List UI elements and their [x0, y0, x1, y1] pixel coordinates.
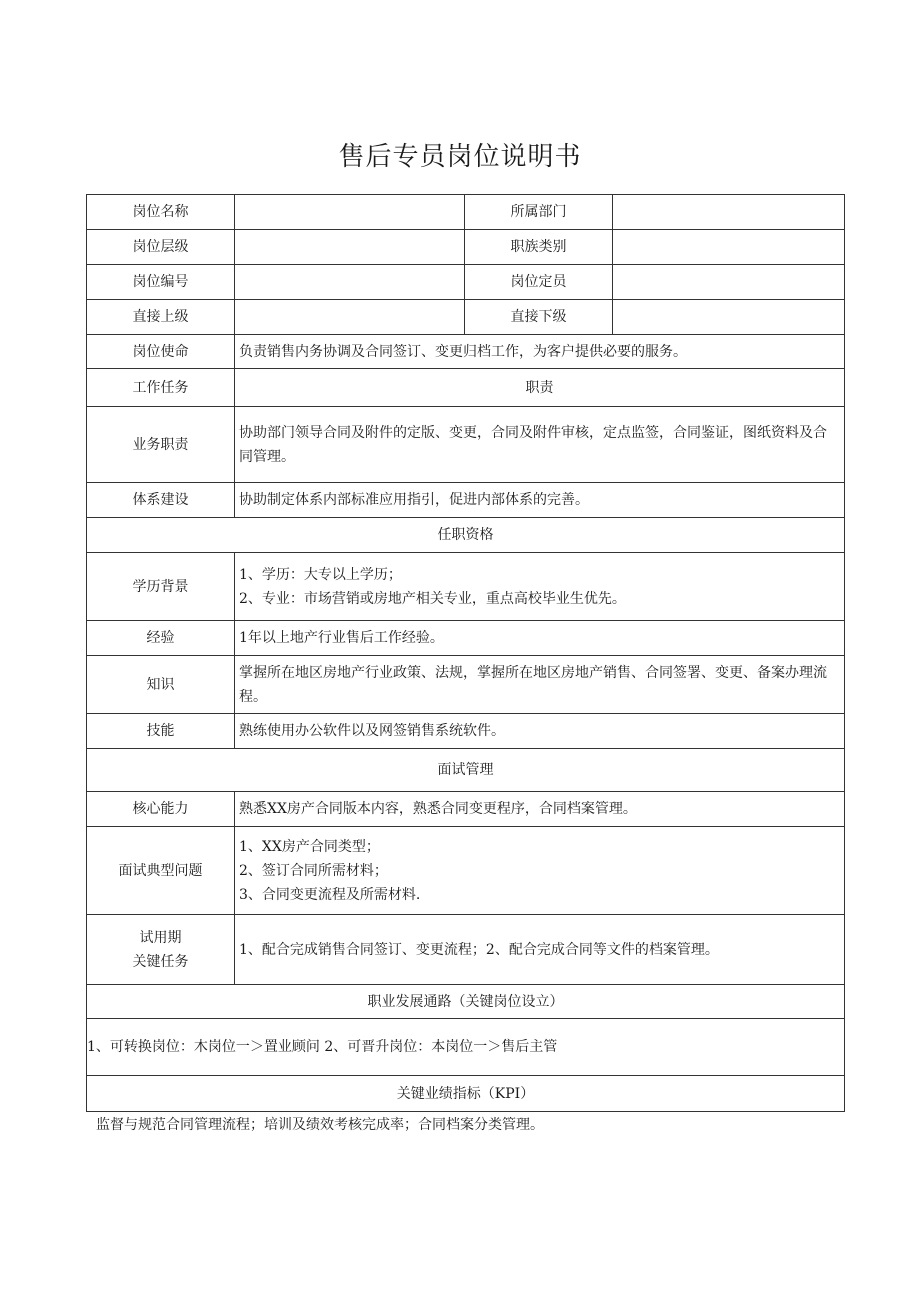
career-header: 职业发展通路（关键岗位设立） — [87, 985, 845, 1019]
value-cell[interactable] — [235, 195, 465, 230]
qualification-header: 任职资格 — [87, 518, 845, 553]
tasks-label: 工作任务 — [87, 369, 235, 407]
duty-label: 业务职责 — [87, 407, 235, 483]
probation-label-line: 试用期 — [139, 929, 182, 946]
interview-header: 面试管理 — [87, 749, 845, 792]
question-line: 3、合同变更流程及所需材料. — [239, 886, 421, 903]
label-cell: 直接下级 — [465, 300, 613, 335]
value-cell[interactable] — [235, 265, 465, 300]
tasks-header-row — [87, 369, 845, 407]
probation-text: 1、配合完成销售合同签订、变更流程；2、配合完成合同等文件的档案管理。 — [235, 915, 845, 985]
question-line: 1、XX房产合同类型； — [239, 838, 380, 855]
label-cell: 直接上级 — [87, 300, 235, 335]
duty-text: 协助制定体系内部标准应用指引，促进内部体系的完善。 — [235, 483, 845, 518]
experience-row — [87, 621, 845, 656]
questions-label: 面试典型问题 — [87, 827, 235, 915]
questions-row — [87, 827, 845, 915]
question-line: 2、签订合同所需材料； — [239, 862, 388, 879]
core-ability-text: 熟悉XX房产合同版本内容，熟悉合同变更程序，合同档案管理。 — [235, 792, 845, 827]
label-cell: 岗位名称 — [87, 195, 235, 230]
education-text — [235, 553, 845, 621]
knowledge-label: 知识 — [87, 656, 235, 714]
kpi-text: 监督与规范合同管理流程；培训及绩效考核完成率；合同档案分类管理。 — [96, 1117, 544, 1133]
experience-label: 经验 — [87, 621, 235, 656]
career-row — [87, 1019, 845, 1076]
table-row — [87, 195, 845, 230]
kpi-header: 关键业绩指标（KPI） — [87, 1076, 845, 1112]
label-cell: 所属部门 — [465, 195, 613, 230]
knowledge-text: 掌握所在地区房地产行业政策、法规，掌握所在地区房地产销售、合同签署、变更、备案办理流程。 — [235, 656, 845, 714]
value-cell[interactable] — [613, 300, 845, 335]
section-header-row — [87, 749, 845, 792]
value-cell[interactable] — [235, 230, 465, 265]
label-cell: 岗位编号 — [87, 265, 235, 300]
section-header-row — [87, 518, 845, 553]
label-cell: 职族类别 — [465, 230, 613, 265]
core-ability-label: 核心能力 — [87, 792, 235, 827]
skills-label: 技能 — [87, 714, 235, 749]
education-line: 2、专业：市场营销或房地产相关专业，重点高校毕业生优先。 — [239, 590, 626, 607]
value-cell[interactable] — [613, 265, 845, 300]
duty-row — [87, 407, 845, 483]
core-ability-row — [87, 792, 845, 827]
probation-row — [87, 915, 845, 985]
questions-text — [235, 827, 845, 915]
mission-text: 负责销售内务协调及合同签订、变更归档工作，为客户提供必要的服务。 — [235, 335, 845, 369]
mission-row — [87, 335, 845, 369]
duty-label: 体系建设 — [87, 483, 235, 518]
value-cell[interactable] — [613, 230, 845, 265]
mission-label: 岗位使命 — [87, 335, 235, 369]
education-row — [87, 553, 845, 621]
career-text: 1、可转换岗位：木岗位一＞置业顾问 2、可晋升岗位：本岗位一＞售后主管 — [87, 1019, 845, 1076]
section-header-row — [87, 1076, 845, 1112]
experience-text: 1年以上地产行业售后工作经验。 — [235, 621, 845, 656]
skills-text: 熟练使用办公软件以及网签销售系统软件。 — [235, 714, 845, 749]
duty-text: 协助部门领导合同及附件的定版、变更，合同及附件审核，定点监签，合同鉴证，图纸资料及合同管理。 — [235, 407, 845, 483]
page-title: 售后专员岗位说明书 — [338, 142, 582, 172]
education-line: 1、学历：大专以上学历； — [239, 566, 402, 583]
label-cell: 岗位定员 — [465, 265, 613, 300]
table-row — [87, 230, 845, 265]
skills-row — [87, 714, 845, 749]
label-cell: 岗位层级 — [87, 230, 235, 265]
value-cell[interactable] — [613, 195, 845, 230]
knowledge-row — [87, 656, 845, 714]
value-cell[interactable] — [235, 300, 465, 335]
probation-label — [87, 915, 235, 985]
probation-label-line: 关键任务 — [132, 953, 189, 970]
education-label: 学历背景 — [87, 553, 235, 621]
section-header-row — [87, 985, 845, 1019]
table-row — [87, 300, 845, 335]
table-row — [87, 265, 845, 300]
duty-row — [87, 483, 845, 518]
duties-header: 职责 — [235, 369, 845, 407]
job-description-table — [86, 194, 845, 1112]
